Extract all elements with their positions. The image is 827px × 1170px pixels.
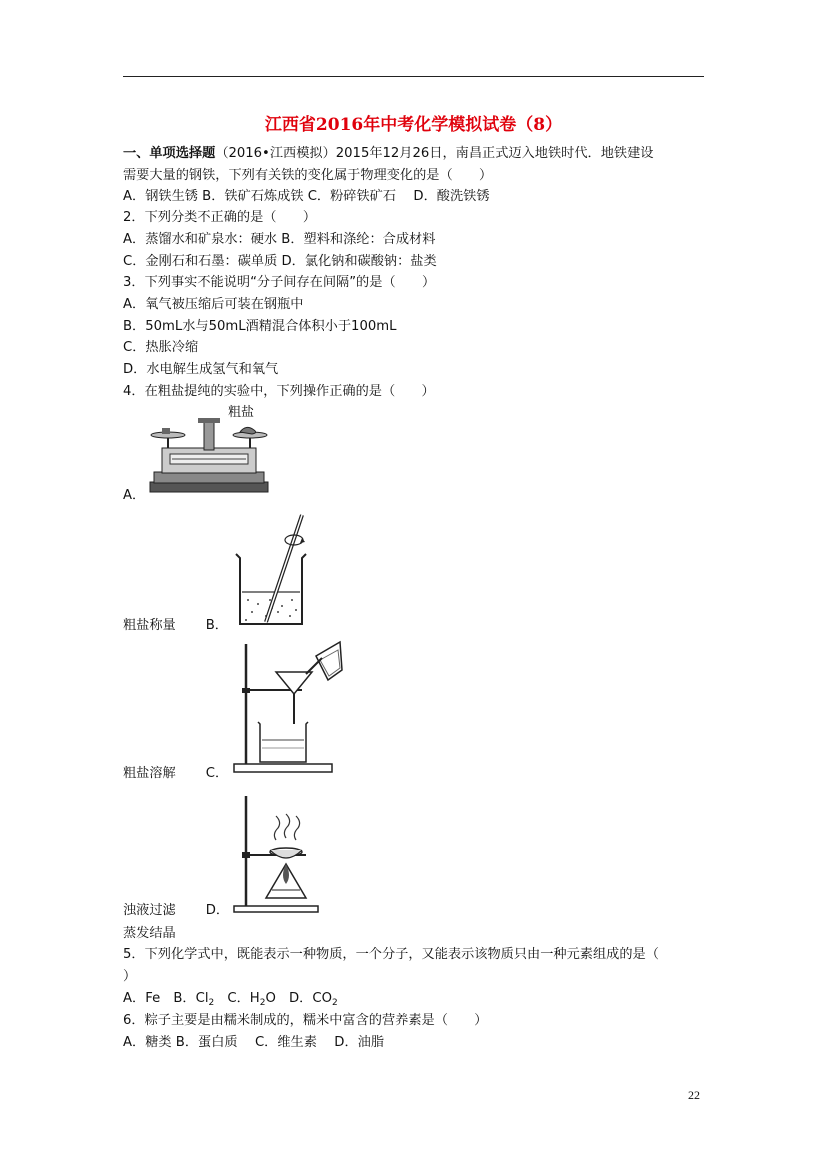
q4-option-d: D．	[205, 903, 230, 918]
q4-option-a: A．	[123, 488, 146, 503]
q2-options-cd: C．金刚石和石墨：碳单质 D．氯化钠和碳酸钠：盐类	[123, 254, 437, 269]
q1-stem-part1: （2016•江西模拟）2015年12月26日，南昌正式迈入地铁时代．地铁建设	[215, 146, 654, 161]
q5-stem-line1: 5．下列化学式中，既能表示一种物质，一个分子，又能表示该物质只由一种元素组成的是（	[123, 947, 659, 962]
q5-options	[123, 990, 338, 1012]
q5-options-ab: A．Fe B．Cl	[123, 991, 209, 1006]
subscript-cl: 2	[208, 998, 215, 1008]
crude-salt-label: 粗盐	[228, 405, 255, 420]
header-rule	[123, 76, 704, 77]
q4-caption-a	[123, 617, 228, 635]
q3-option-c: C．热胀冷缩	[123, 340, 199, 355]
q1-options: A．钢铁生锈 B．铁矿石炼成铁 C．粉碎铁矿石 D．酸洗铁锈	[123, 189, 490, 204]
q4-caption-b	[123, 765, 228, 783]
evaporation-figure	[232, 794, 320, 914]
beaker-rod-figure	[232, 512, 312, 628]
q2-stem: 2．下列分类不正确的是（ ）	[123, 210, 317, 225]
q5-option-c-rest: O D．CO	[265, 991, 332, 1006]
q6-options: A．糖类 B．蛋白质 C．维生素 D．油脂	[123, 1035, 385, 1050]
page-title: 江西省2016年中考化学模拟试卷（8）	[264, 115, 563, 135]
filtration-figure	[232, 640, 346, 774]
q4-option-b: B．	[205, 618, 228, 633]
caption-weighing: 粗盐称量	[123, 618, 176, 633]
caption-evaporating: 蒸发结晶	[123, 926, 176, 941]
q3-stem: 3．下列事实不能说明“分子间存在间隔”的是（ ）	[123, 275, 436, 290]
subscript-co: 2	[331, 998, 338, 1008]
q3-option-a: A．氧气被压缩后可装在钢瓶中	[123, 297, 304, 312]
q3-option-b: B．50mL水与50mL酒精混合体积小于100mL	[123, 319, 397, 334]
q6-stem: 6．粽子主要是由糯米制成的，糯米中富含的营养素是（ ）	[123, 1013, 488, 1028]
q5-stem-line2: ）	[123, 969, 137, 984]
q4-caption-c	[123, 902, 229, 920]
caption-dissolving: 粗盐溶解	[123, 766, 176, 781]
page-number: 22	[688, 1088, 700, 1102]
balance-scale-figure	[148, 402, 270, 494]
q3-option-d: D．水电解生成氢气和氧气	[123, 362, 279, 377]
q4-option-c: C．	[205, 766, 229, 781]
section1-line1	[123, 145, 653, 163]
caption-filtering: 浊液过滤	[123, 903, 176, 918]
q2-options-ab: A．蒸馏水和矿泉水：硬水 B．塑料和涤纶：合成材料	[123, 232, 436, 247]
q4-stem: 4．在粗盐提纯的实验中，下列操作正确的是（ ）	[123, 384, 435, 399]
q1-stem-part2: 需要大量的钢铁，下列有关铁的变化属于物理变化的是（ ）	[123, 168, 493, 183]
section-heading: 一、单项选择题	[123, 146, 216, 161]
q5-option-c: C．H	[214, 991, 260, 1006]
subscript-h: 2	[259, 998, 266, 1008]
